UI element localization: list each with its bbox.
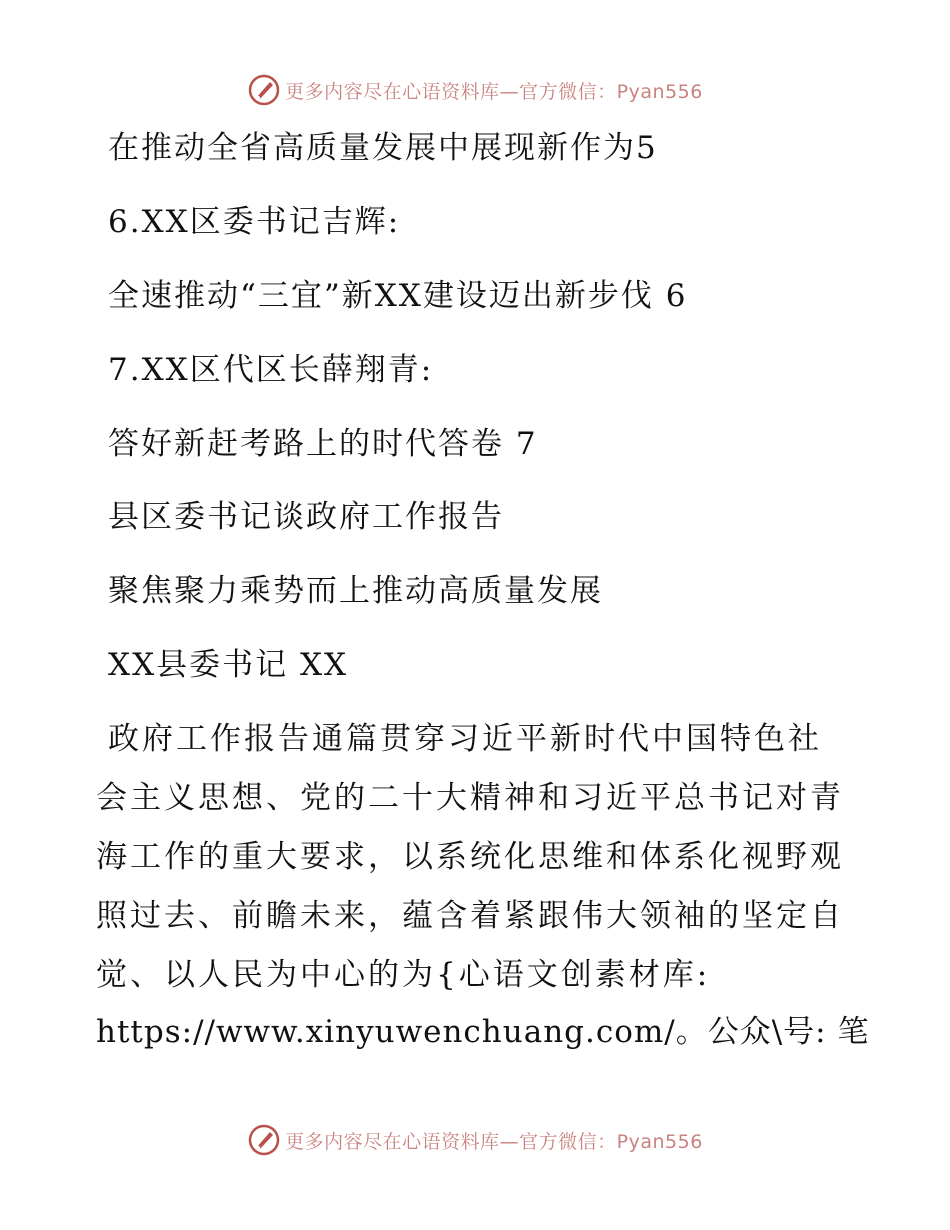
header-banner	[0, 70, 950, 110]
toc-line-2: 6.XX区委书记吉辉:	[108, 204, 401, 240]
toc-line-3: 全速推动“三宜”新XX建设迈出新步伐 6	[108, 278, 688, 314]
toc-line-5: 答好新赶考路上的时代答卷 7	[108, 426, 538, 462]
article-author: XX县委书记 XX	[108, 647, 349, 683]
toc-line-1: 在推动全省高质量发展中展现新作为5	[108, 130, 658, 166]
body-line-4: 照过去、前瞻未来，蕴含着紧跟伟大领袖的坚定自	[96, 898, 844, 934]
pen-seal-icon	[247, 73, 281, 107]
body-line-2: 会主义思想、党的二十大精神和习近平总书记对青	[96, 780, 844, 816]
footer-banner-text: 更多内容尽在心语资料库—官方微信：Pyan556	[285, 1130, 703, 1153]
body-line-3: 海工作的重大要求，以系统化思维和体系化视野观	[96, 839, 844, 875]
body-line-5: 觉、以人民为中心的为{心语文创素材库:	[96, 957, 711, 993]
article-title: 聚焦聚力乘势而上推动高质量发展	[108, 573, 603, 609]
toc-line-6: 县区委书记谈政府工作报告	[108, 499, 504, 535]
header-banner-text: 更多内容尽在心语资料库—官方微信：Pyan556	[285, 80, 703, 103]
toc-line-4: 7.XX区代区长薛翔青:	[108, 352, 434, 388]
body-line-6: https://www.xinyuwenchuang.com/。公众\号: 笔	[96, 1014, 870, 1050]
pen-seal-icon	[247, 1123, 281, 1157]
body-line-1: 政府工作报告通篇贯穿习近平新时代中国特色社	[108, 721, 822, 757]
footer-banner	[0, 1120, 950, 1160]
